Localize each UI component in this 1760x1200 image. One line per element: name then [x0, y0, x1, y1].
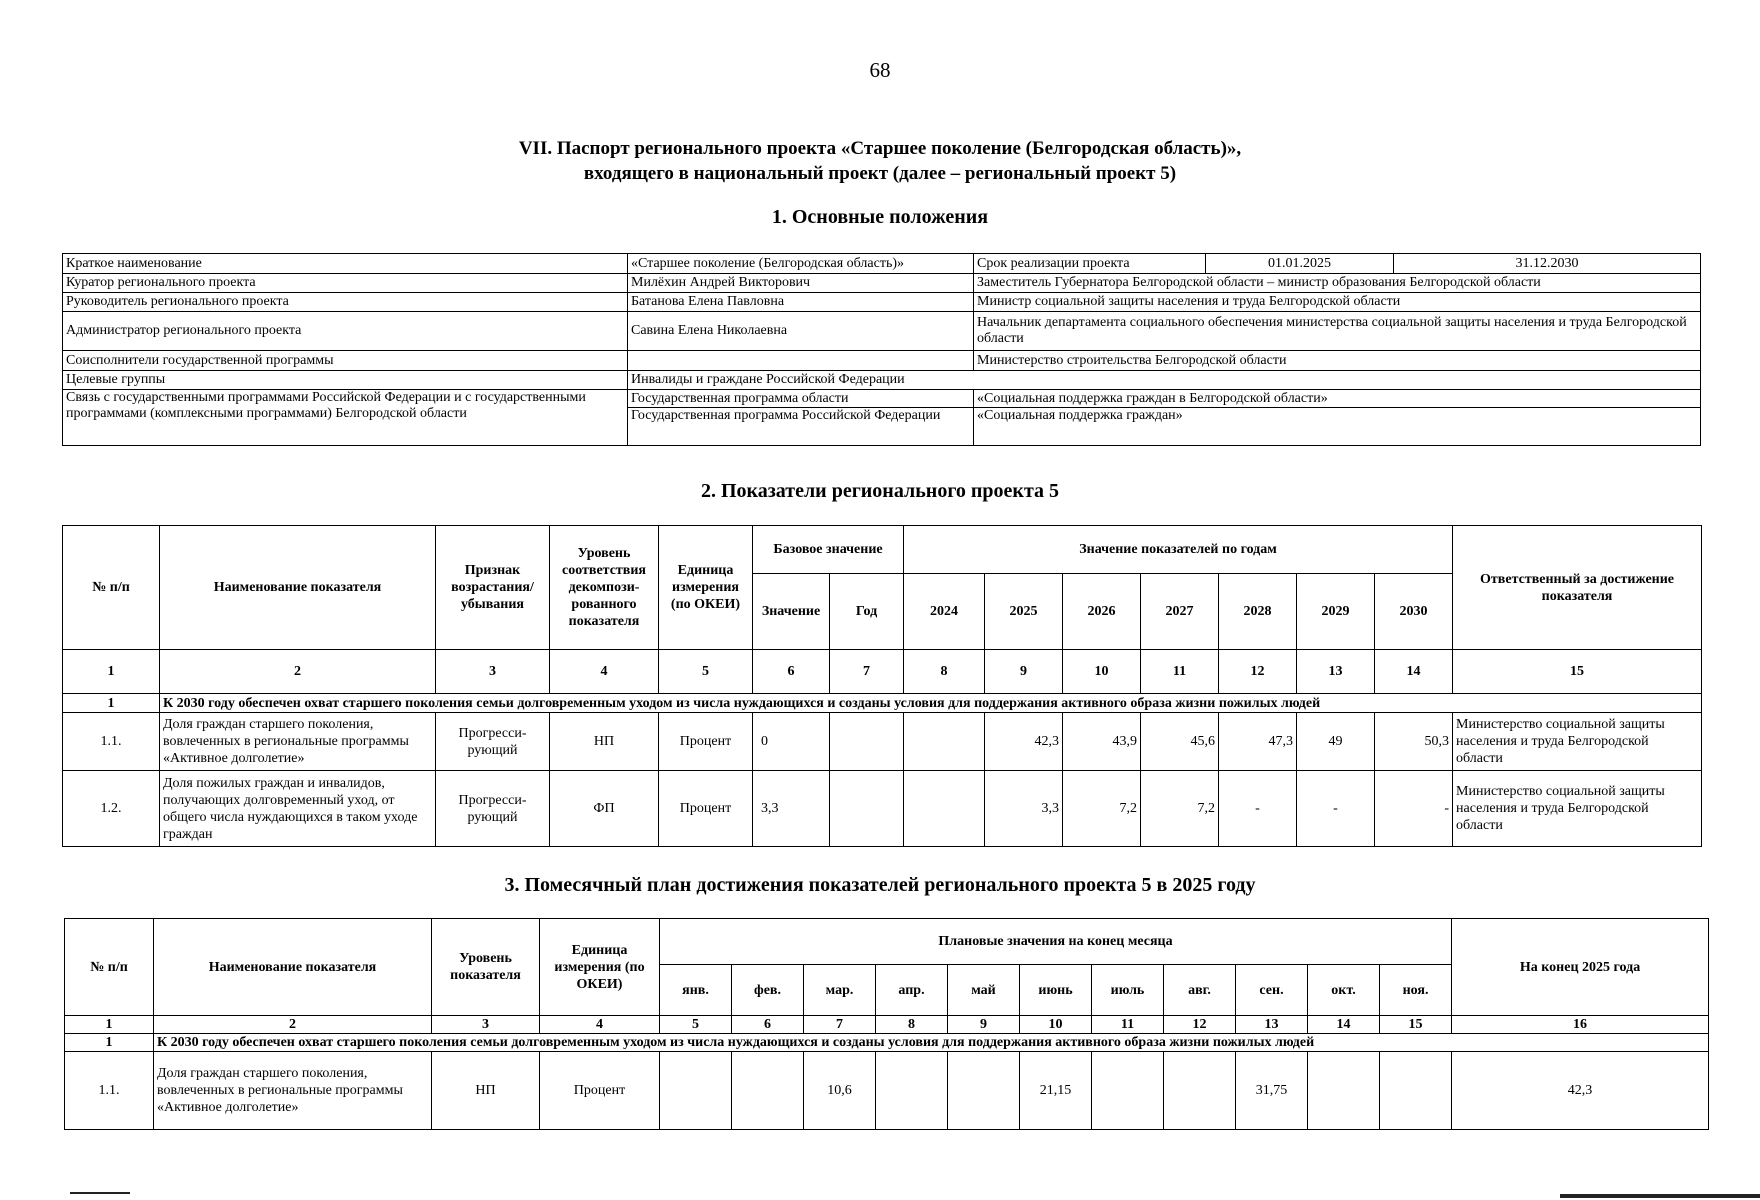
month-header: янв.	[660, 965, 732, 1016]
col-number: 2	[154, 1016, 432, 1034]
program-1-type: Государственная программа области	[628, 390, 974, 408]
goal-row	[63, 694, 1702, 713]
month-header: фев.	[732, 965, 804, 1016]
col-number: 1	[65, 1016, 154, 1034]
curator-label: Куратор регионального проекта	[63, 274, 628, 293]
col-number: 16	[1452, 1016, 1709, 1034]
links-label: Связь с государственными программами Российской Федерации и с государственными программами (комплексными программами) Белгородской области	[63, 390, 628, 446]
indicator-unit: Процент	[540, 1052, 660, 1130]
col-number: 13	[1236, 1016, 1308, 1034]
table-row	[63, 371, 1701, 390]
goal-num: 1	[65, 1034, 154, 1052]
col-number: 3	[436, 650, 550, 694]
col-num-header: № п/п	[63, 526, 160, 650]
row-num: 1.1.	[65, 1052, 154, 1130]
col-number: 8	[876, 1016, 948, 1034]
goal-num: 1	[63, 694, 160, 713]
head-name: Батанова Елена Павловна	[628, 293, 974, 312]
base-value: 0	[753, 713, 830, 771]
col-responsible-header: Ответственный за достижение показателя	[1453, 526, 1702, 650]
head-label: Руководитель регионального проекта	[63, 293, 628, 312]
month-header: май	[948, 965, 1020, 1016]
month-value: 10,6	[804, 1052, 876, 1130]
title-line-2: входящего в национальный проект (далее – региональный проект 5)	[583, 163, 1177, 184]
period-label: Срок реализации проекта	[974, 254, 1206, 274]
col-number: 9	[985, 650, 1063, 694]
responsible: Министерство социальной защиты населения и труда Белгородской области	[1453, 771, 1702, 847]
table-row	[63, 713, 1702, 771]
col-number: 9	[948, 1016, 1020, 1034]
col-num-header: № п/п	[65, 919, 154, 1016]
co-executors-label: Соисполнители государственной программы	[63, 351, 628, 371]
indicator-name: Доля граждан старшего поколения, вовлеченных в региональные программы «Активное долголетие»	[160, 713, 436, 771]
indicator-sign: Прогресси-рующий	[436, 713, 550, 771]
header-row	[65, 919, 1709, 965]
month-value	[1380, 1052, 1452, 1130]
year-value: 42,3	[985, 713, 1063, 771]
section-1-heading: 1. Основные положения	[771, 206, 989, 228]
section-3-heading: 3. Помесячный план достижения показателей регионального проекта 5 в 2025 году	[504, 874, 1256, 896]
col-number: 13	[1297, 650, 1375, 694]
co-executors-position: Министерство строительства Белгородской области	[974, 351, 1701, 371]
row-num: 1.1.	[63, 713, 160, 771]
month-value: 21,15	[1020, 1052, 1092, 1130]
month-header: сен.	[1236, 965, 1308, 1016]
header-row	[63, 526, 1702, 574]
month-value	[948, 1052, 1020, 1130]
month-value	[1164, 1052, 1236, 1130]
col-years-group-header: Значение показателей по годам	[904, 526, 1453, 574]
table-row	[63, 293, 1701, 312]
admin-name: Савина Елена Николаевна	[628, 312, 974, 351]
month-header: окт.	[1308, 965, 1380, 1016]
col-base-value-header: Значение	[753, 574, 830, 650]
month-header: июль	[1092, 965, 1164, 1016]
month-header: авг.	[1164, 965, 1236, 1016]
col-number: 5	[660, 1016, 732, 1034]
year-value: -	[1219, 771, 1297, 847]
month-header: апр.	[876, 965, 948, 1016]
curator-position: Заместитель Губернатора Белгородской области – министр образования Белгородской области	[974, 274, 1701, 293]
col-number: 15	[1380, 1016, 1452, 1034]
admin-label: Администратор регионального проекта	[63, 312, 628, 351]
col-sign-header: Признак возрастания/ убывания	[436, 526, 550, 650]
col-number: 2	[160, 650, 436, 694]
col-base-header: Базовое значение	[753, 526, 904, 574]
col-number: 14	[1375, 650, 1453, 694]
program-2-name: «Социальная поддержка граждан»	[974, 408, 1701, 446]
table-row	[63, 351, 1701, 371]
indicator-name: Доля пожилых граждан и инвалидов, получающих долговременный уход, от общего числа нуждающихся в таком уходе граждан	[160, 771, 436, 847]
col-name-header: Наименование показателя	[160, 526, 436, 650]
month-value	[732, 1052, 804, 1130]
year-value: 7,2	[1141, 771, 1219, 847]
basic-provisions-table	[62, 253, 1701, 446]
indicator-unit: Процент	[659, 771, 753, 847]
month-header: мар.	[804, 965, 876, 1016]
col-number: 11	[1141, 650, 1219, 694]
monthly-plan-table	[64, 918, 1709, 1130]
col-number: 12	[1164, 1016, 1236, 1034]
col-unit-header: Единица измерения (по ОКЕИ)	[540, 919, 660, 1016]
year-value: -	[1375, 771, 1453, 847]
year-value: 3,3	[985, 771, 1063, 847]
indicator-unit: Процент	[659, 713, 753, 771]
program-2-type: Государственная программа Российской Федерации	[628, 408, 974, 446]
year-value	[904, 713, 985, 771]
col-number: 6	[732, 1016, 804, 1034]
month-value	[1308, 1052, 1380, 1130]
year-header: 2025	[985, 574, 1063, 650]
col-number: 12	[1219, 650, 1297, 694]
year-value: -	[1297, 771, 1375, 847]
document-title	[0, 136, 1760, 186]
year-value: 47,3	[1219, 713, 1297, 771]
month-value	[660, 1052, 732, 1130]
base-year	[830, 713, 904, 771]
end-of-year-value: 42,3	[1452, 1052, 1709, 1130]
col-number: 5	[659, 650, 753, 694]
period-end: 31.12.2030	[1394, 254, 1701, 274]
target-groups-value: Инвалиды и граждане Российской Федерации	[628, 371, 1701, 390]
col-number: 10	[1020, 1016, 1092, 1034]
indicators-table	[62, 525, 1702, 847]
indicator-level: НП	[432, 1052, 540, 1130]
scan-artifact-left	[70, 1192, 130, 1194]
indicator-name: Доля граждан старшего поколения, вовлеченных в региональные программы «Активное долголетие»	[154, 1052, 432, 1130]
year-value: 43,9	[1063, 713, 1141, 771]
col-number: 14	[1308, 1016, 1380, 1034]
program-1-name: «Социальная поддержка граждан в Белгородской области»	[974, 390, 1701, 408]
month-header: июнь	[1020, 965, 1092, 1016]
col-number: 6	[753, 650, 830, 694]
col-number: 11	[1092, 1016, 1164, 1034]
col-level-header: Уровень показателя	[432, 919, 540, 1016]
short-name-label: Краткое наименование	[63, 254, 628, 274]
year-value: 7,2	[1063, 771, 1141, 847]
head-position: Министр социальной защиты населения и труда Белгородской области	[974, 293, 1701, 312]
indicator-sign: Прогресси-рующий	[436, 771, 550, 847]
year-header: 2030	[1375, 574, 1453, 650]
admin-position: Начальник департамента социального обеспечения министерства социальной защиты населения и труда Белгородской области	[974, 312, 1701, 351]
col-number: 1	[63, 650, 160, 694]
year-value: 49	[1297, 713, 1375, 771]
goal-text: К 2030 году обеспечен охват старшего поколения семьи долговременным уходом из числа нуждающихся и созданы условия для поддержания активного образа жизни пожилых людей	[154, 1034, 1709, 1052]
col-number: 4	[550, 650, 659, 694]
goal-text: К 2030 году обеспечен охват старшего поколения семьи долговременным уходом из числа нуждающихся и созданы условия для поддержания активного образа жизни пожилых людей	[160, 694, 1702, 713]
column-numbers-row	[63, 650, 1702, 694]
year-header: 2027	[1141, 574, 1219, 650]
month-value	[876, 1052, 948, 1130]
month-value	[1092, 1052, 1164, 1130]
table-row	[63, 771, 1702, 847]
col-end-header: На конец 2025 года	[1452, 919, 1709, 1016]
year-value: 50,3	[1375, 713, 1453, 771]
section-2-heading: 2. Показатели регионального проекта 5	[700, 480, 1060, 502]
co-executors-name	[628, 351, 974, 371]
curator-name: Милёхин Андрей Викторович	[628, 274, 974, 293]
row-num: 1.2.	[63, 771, 160, 847]
col-name-header: Наименование показателя	[154, 919, 432, 1016]
table-row	[65, 1052, 1709, 1130]
table-row	[63, 312, 1701, 351]
month-value: 31,75	[1236, 1052, 1308, 1130]
column-numbers-row	[65, 1016, 1709, 1034]
goal-row	[65, 1034, 1709, 1052]
scan-artifact-right	[1560, 1194, 1760, 1198]
responsible: Министерство социальной защиты населения и труда Белгородской области	[1453, 713, 1702, 771]
page-number: 68	[869, 58, 891, 82]
year-value	[904, 771, 985, 847]
year-value: 45,6	[1141, 713, 1219, 771]
table-row	[63, 254, 1701, 274]
target-groups-label: Целевые группы	[63, 371, 628, 390]
base-value: 3,3	[753, 771, 830, 847]
year-header: 2024	[904, 574, 985, 650]
table-row	[63, 390, 1701, 408]
col-level-header: Уровень соответствия декомпози-рованного показателя	[550, 526, 659, 650]
col-number: 4	[540, 1016, 660, 1034]
indicator-level: НП	[550, 713, 659, 771]
col-number: 15	[1453, 650, 1702, 694]
month-header: ноя.	[1380, 965, 1452, 1016]
short-name-value: «Старшее поколение (Белгородская область)»	[628, 254, 974, 274]
base-year	[830, 771, 904, 847]
year-header: 2029	[1297, 574, 1375, 650]
col-base-year-header: Год	[830, 574, 904, 650]
col-number: 7	[804, 1016, 876, 1034]
table-row	[63, 274, 1701, 293]
year-header: 2026	[1063, 574, 1141, 650]
col-number: 3	[432, 1016, 540, 1034]
col-number: 8	[904, 650, 985, 694]
year-header: 2028	[1219, 574, 1297, 650]
col-plan-header: Плановые значения на конец месяца	[660, 919, 1452, 965]
col-number: 7	[830, 650, 904, 694]
col-number: 10	[1063, 650, 1141, 694]
indicator-level: ФП	[550, 771, 659, 847]
period-start: 01.01.2025	[1206, 254, 1394, 274]
col-unit-header: Единица измерения (по ОКЕИ)	[659, 526, 753, 650]
title-line-1: VII. Паспорт регионального проекта «Старшее поколение (Белгородская область)»,	[518, 138, 1242, 159]
